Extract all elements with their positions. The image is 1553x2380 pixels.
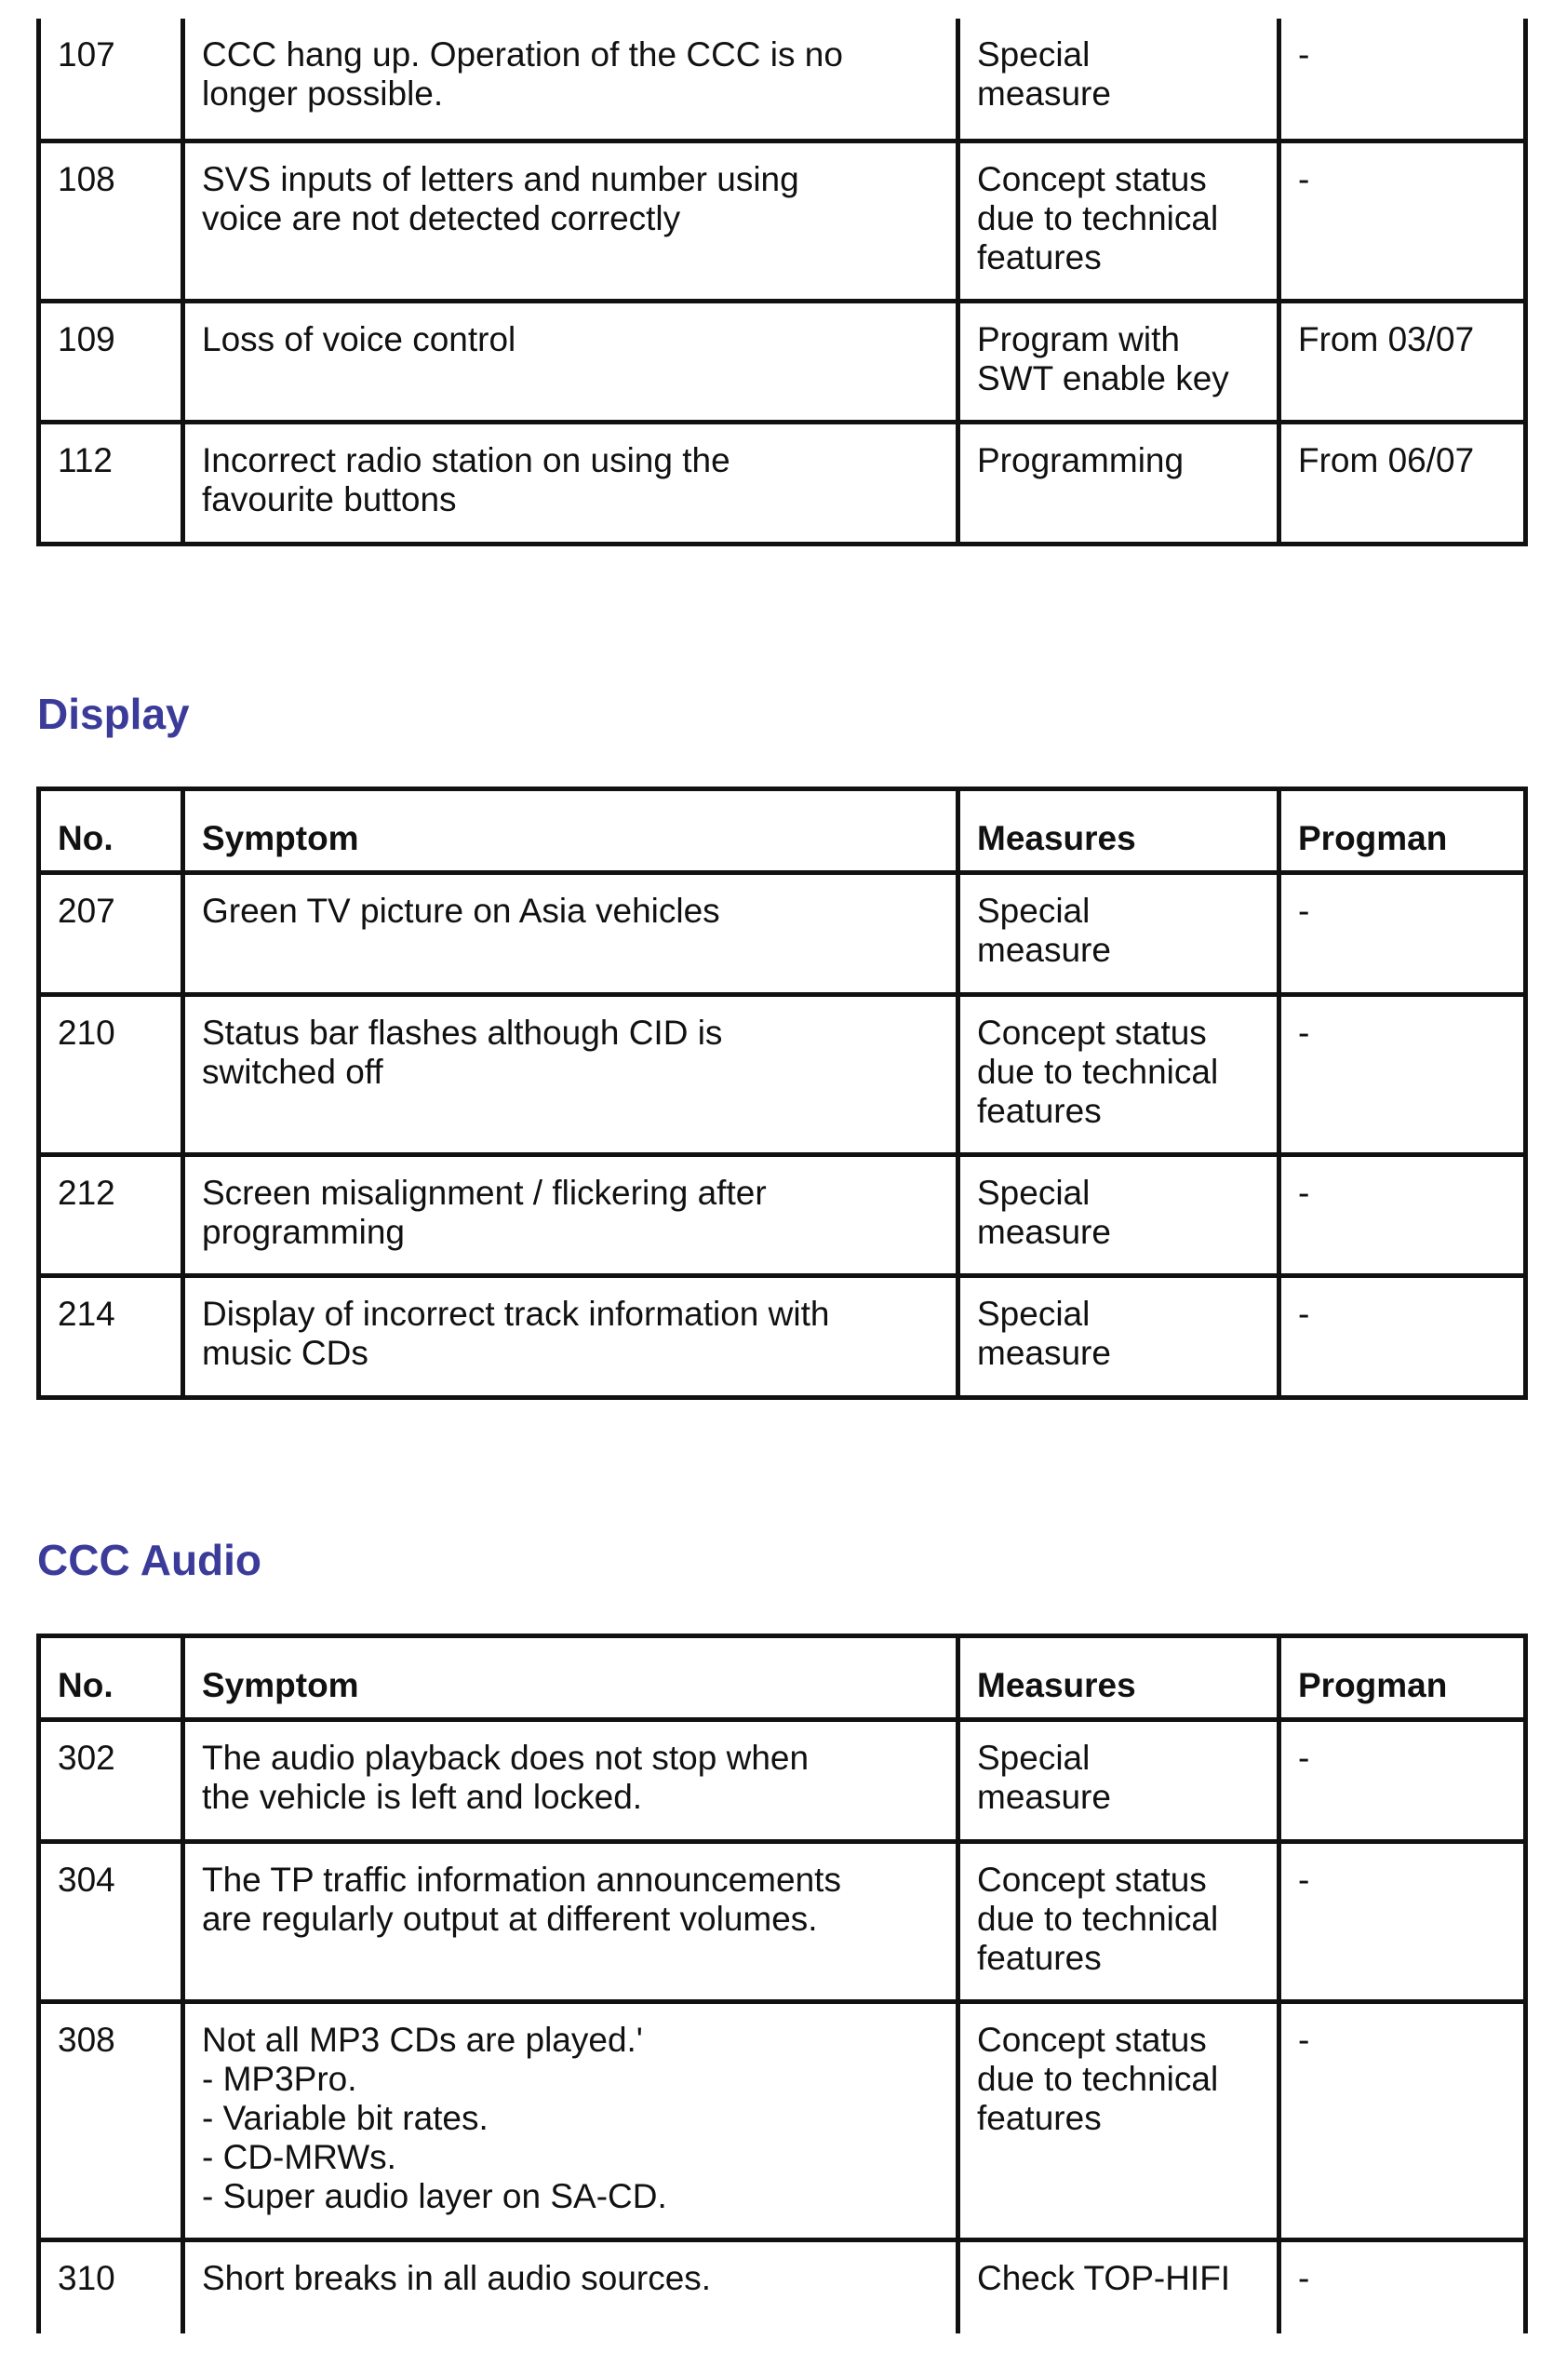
cell-no: 304 (39, 1842, 183, 2002)
cell-no: 310 (39, 2240, 183, 2333)
cell-measures: Special measure (958, 19, 1279, 141)
cell-progman: - (1279, 1155, 1526, 1276)
cell-no: 210 (39, 995, 183, 1155)
cell-measures: Check TOP-HIFI (958, 2240, 1279, 2333)
cell-no: 107 (39, 19, 183, 141)
cell-no: 109 (39, 301, 183, 422)
cell-measures: Special measure (958, 1276, 1279, 1398)
cell-symptom: Loss of voice control (183, 301, 958, 422)
cell-no: 302 (39, 1720, 183, 1842)
cell-symptom: CCC hang up. Operation of the CCC is no longer possible. (183, 19, 958, 141)
table-row (39, 19, 1526, 141)
cell-measures: Concept status due to technical features (958, 141, 1279, 301)
cell-progman: - (1279, 1842, 1526, 2002)
cell-symptom: Short breaks in all audio sources. (183, 2240, 958, 2333)
cell-no: 212 (39, 1155, 183, 1276)
cell-no: 112 (39, 422, 183, 544)
ccc-fault-table (36, 19, 1528, 546)
cell-symptom: The audio playback does not stop when the vehicle is left and locked. (183, 1720, 958, 1842)
cell-measures: Concept status due to technical features (958, 995, 1279, 1155)
cell-progman: - (1279, 19, 1526, 141)
cell-progman: - (1279, 141, 1526, 301)
table-row (39, 2240, 1526, 2333)
table-row (39, 873, 1526, 995)
cell-progman: - (1279, 1720, 1526, 1842)
cell-symptom: SVS inputs of letters and number using voice are not detected correctly (183, 141, 958, 301)
cell-progman: - (1279, 873, 1526, 995)
display-fault-table (36, 787, 1528, 1400)
section-heading-ccc-audio: CCC Audio (37, 1536, 262, 1584)
column-header-measures: Measures (958, 789, 1279, 873)
cell-progman: - (1279, 2002, 1526, 2240)
ccc-audio-fault-table (36, 1634, 1528, 2333)
cell-measures: Special measure (958, 1720, 1279, 1842)
cell-measures: Concept status due to technical features (958, 1842, 1279, 2002)
column-header-no: No. (39, 789, 183, 873)
cell-symptom: The TP traffic information announcements are regularly output at different volumes. (183, 1842, 958, 2002)
table-row (39, 301, 1526, 422)
cell-no: 308 (39, 2002, 183, 2240)
table-row (39, 1276, 1526, 1398)
column-header-no: No. (39, 1636, 183, 1720)
cell-no: 207 (39, 873, 183, 995)
cell-symptom: Display of incorrect track information with music CDs (183, 1276, 958, 1398)
cell-measures: Programming (958, 422, 1279, 544)
cell-measures: Special measure (958, 873, 1279, 995)
table-row (39, 1155, 1526, 1276)
cell-progman: From 06/07 (1279, 422, 1526, 544)
cell-progman: From 03/07 (1279, 301, 1526, 422)
cell-symptom: Green TV picture on Asia vehicles (183, 873, 958, 995)
table-row (39, 1842, 1526, 2002)
table-row (39, 995, 1526, 1155)
cell-progman: - (1279, 995, 1526, 1155)
cell-no: 108 (39, 141, 183, 301)
cell-progman: - (1279, 1276, 1526, 1398)
cell-measures: Special measure (958, 1155, 1279, 1276)
table-row (39, 141, 1526, 301)
table-row (39, 2002, 1526, 2240)
cell-symptom: Incorrect radio station on using the favourite buttons (183, 422, 958, 544)
cell-symptom: Status bar flashes although CID is switched off (183, 995, 958, 1155)
cell-measures: Concept status due to technical features (958, 2002, 1279, 2240)
table-header-row (39, 1636, 1526, 1720)
cell-measures: Program with SWT enable key (958, 301, 1279, 422)
column-header-symptom: Symptom (183, 1636, 958, 1720)
column-header-progman: Progman (1279, 789, 1526, 873)
column-header-progman: Progman (1279, 1636, 1526, 1720)
table-row (39, 422, 1526, 544)
table-header-row (39, 789, 1526, 873)
column-header-symptom: Symptom (183, 789, 958, 873)
column-header-measures: Measures (958, 1636, 1279, 1720)
cell-symptom: Screen misalignment / flickering after programming (183, 1155, 958, 1276)
table-row (39, 1720, 1526, 1842)
cell-symptom: Not all MP3 CDs are played.' - MP3Pro. - Variable bit rates. - CD-MRWs. - Super audio layer on SA-CD. (183, 2002, 958, 2240)
cell-progman: - (1279, 2240, 1526, 2333)
section-heading-display: Display (37, 690, 190, 738)
cell-no: 214 (39, 1276, 183, 1398)
